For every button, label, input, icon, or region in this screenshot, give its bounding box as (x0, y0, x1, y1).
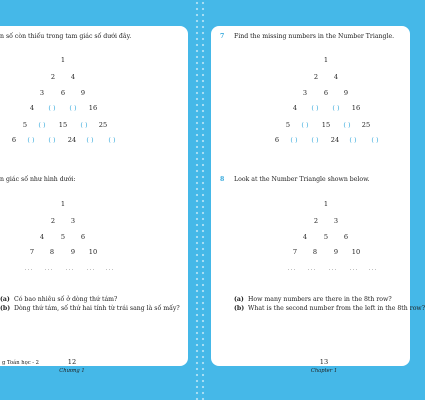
blank-slot: ( ) (290, 136, 298, 144)
blank-slot: ( ) (27, 136, 35, 144)
part-a-label: (a) (0, 296, 10, 303)
page-gutter-dots (194, 0, 206, 400)
page-number: 13 (319, 358, 329, 366)
question-8-number: 8 (220, 176, 225, 183)
blank-slot: ( ) (86, 136, 94, 144)
blank-slot: ( ) (343, 121, 351, 129)
question-7-number: 7 (220, 33, 225, 40)
blank-slot: ( ) (80, 121, 88, 129)
blank-slot: ( ) (48, 104, 56, 112)
part-b-text: What is the second number from the left in the 8th row? (248, 305, 425, 312)
part-a-text-vi: Có bao nhiêu số ở dòng thứ tám? (14, 296, 118, 303)
blank-slot: ( ) (38, 121, 46, 129)
part-b-label: (b) (0, 305, 11, 312)
part-b-text-vi: Dòng thứ tám, số thứ hai tính từ trái sang là số mấy? (14, 305, 180, 312)
blank-slot: ( ) (349, 136, 357, 144)
blank-slot: ( ) (69, 104, 77, 112)
blank-slot: ( ) (332, 104, 340, 112)
left-page: n số còn thiếu trong tam giác số dưới đây. 1 2 4 3 6 9 4 ( ) ( ) 16 5 ( ) 15 ( ) 25 6 ( ) ( ) 24 ( ) ( ) n giác số như hình dưới: 1 2 3 4 5 6 7 8 9 10 ... ... ... ... ... (a) Có bao nhiêu số ở dòng thứ tám? (b) Dòng thứ tám, số thứ hai tính từ trái sang là số mấy? g Toán học - 2 12 Chương 1 (0, 26, 188, 366)
footer-book-title: g Toán học - 2 (2, 360, 39, 366)
part-a-label: (a) (234, 296, 244, 303)
blank-slot: ( ) (311, 136, 319, 144)
blank-slot: ( ) (48, 136, 56, 144)
blank-slot: ( ) (301, 121, 309, 129)
question-8-text-vi: n giác số như hình dưới: (0, 176, 76, 183)
question-8-text: Look at the Number Triangle shown below. (234, 176, 370, 183)
blank-slot: ( ) (311, 104, 319, 112)
right-page: 7 Find the missing numbers in the Number Triangle. 1 2 4 3 6 9 4 ( ) ( ) 16 5 ( ) 15 ( ) 25 6 ( ) ( ) 24 ( ) ( ) 8 Look at the Number Triangle shown below. 1 2 3 4 5 6 7 8 9 10 ... ... ... ... ... (a) How many numbers are there in the 8th row? (b) What is the second number from the left in the 8th row? 13 Chapter 1 (211, 26, 410, 366)
question-7-text: Find the missing numbers in the Number Triangle. (234, 33, 395, 40)
part-a-text: How many numbers are there in the 8th row? (248, 296, 392, 303)
question-7-text-vi: n số còn thiếu trong tam giác số dưới đây. (0, 33, 132, 40)
chapter-label: Chapter 1 (310, 368, 338, 374)
chapter-label: Chương 1 (59, 368, 85, 374)
blank-slot: ( ) (371, 136, 379, 144)
page-number: 12 (67, 358, 77, 366)
blank-slot: ( ) (108, 136, 116, 144)
part-b-label: (b) (234, 305, 245, 312)
